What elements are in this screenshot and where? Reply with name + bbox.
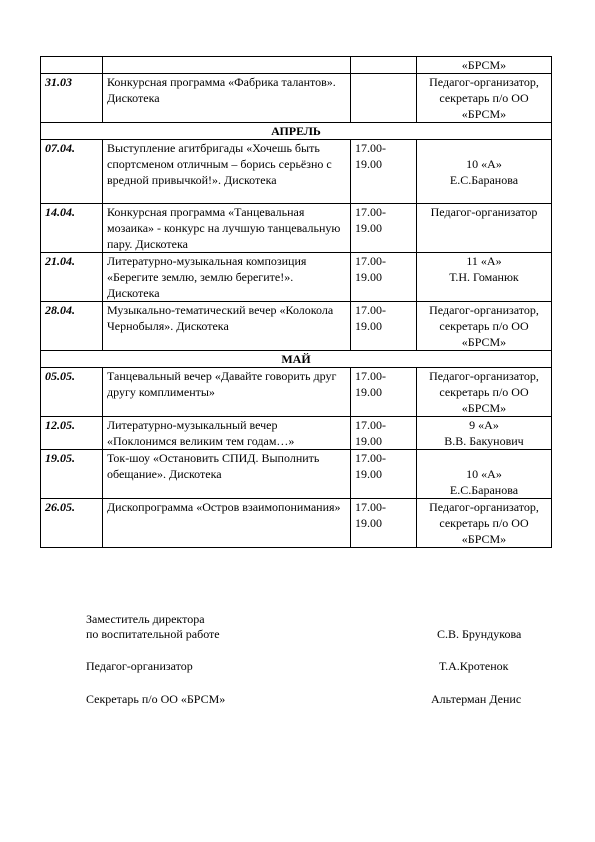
table-row xyxy=(41,253,552,302)
secretary-name: Альтерман Денис xyxy=(431,692,522,706)
date-cell: 05.05. xyxy=(41,368,103,417)
event-cell: Литературно-музыкальный вечер «Поклонимся великим тем годам…» xyxy=(103,417,351,450)
event-cell: Выступление агитбригады «Хочешь быть спортсменом отличным – борись серьёзно с вредной привычкой!». Дискотека xyxy=(103,140,351,204)
table-row xyxy=(41,74,552,123)
time-cell: 17.00- 19.00 xyxy=(351,499,417,548)
time-cell: 17.00- 19.00 xyxy=(351,450,417,499)
date-cell: 19.05. xyxy=(41,450,103,499)
date-cell: 14.04. xyxy=(41,204,103,253)
deputy-name: С.В. Брундукова xyxy=(437,627,522,641)
deputy-title-line2: по воспитательной работе xyxy=(86,627,220,641)
responsible-cell: Педагог-организатор, секретарь п/о ОО «БРСМ» xyxy=(417,74,552,123)
table-row xyxy=(41,57,552,74)
date-cell: 21.04. xyxy=(41,253,103,302)
time-cell xyxy=(351,74,417,123)
responsible-cell: Педагог-организатор, секретарь п/о ОО «БРСМ» xyxy=(417,499,552,548)
time-cell: 17.00- 19.00 xyxy=(351,253,417,302)
event-plan-body xyxy=(41,57,552,548)
event-cell: Литературно-музыкальная композиция «Берегите землю, землю берегите!». Дискотека xyxy=(103,253,351,302)
month-header-row xyxy=(41,351,552,368)
table-row xyxy=(41,368,552,417)
event-cell xyxy=(103,57,351,74)
date-cell: 28.04. xyxy=(41,302,103,351)
event-cell: Конкурсная программа «Фабрика талантов». Дискотека xyxy=(103,74,351,123)
responsible-cell: 9 «А» В.В. Бакунович xyxy=(417,417,552,450)
deputy-title-line1: Заместитель директора xyxy=(86,612,205,626)
event-cell: Танцевальный вечер «Давайте говорить друг другу комплименты» xyxy=(103,368,351,417)
time-cell: 17.00- 19.00 xyxy=(351,368,417,417)
date-cell: 12.05. xyxy=(41,417,103,450)
event-plan-table xyxy=(40,56,552,548)
organizer-name: Т.А.Кротенок xyxy=(439,659,509,673)
time-cell: 17.00- 19.00 xyxy=(351,140,417,204)
responsible-cell: Педагог-организатор, секретарь п/о ОО «БРСМ» xyxy=(417,368,552,417)
event-cell: Ток-шоу «Остановить СПИД. Выполнить обещание». Дискотека xyxy=(103,450,351,499)
responsible-cell: 10 «А» Е.С.Баранова xyxy=(417,140,552,204)
responsible-cell: Педагог-организатор xyxy=(417,204,552,253)
table-row xyxy=(41,302,552,351)
secretary-title: Секретарь п/о ОО «БРСМ» xyxy=(86,692,226,706)
responsible-cell: Педагог-организатор, секретарь п/о ОО «БРСМ» xyxy=(417,302,552,351)
time-cell: 17.00- 19.00 xyxy=(351,417,417,450)
table-row xyxy=(41,499,552,548)
date-cell: 26.05. xyxy=(41,499,103,548)
responsible-cell: 11 «А» Т.Н. Гоманюк xyxy=(417,253,552,302)
date-cell xyxy=(41,57,103,74)
time-cell xyxy=(351,57,417,74)
organizer-title: Педагог-организатор xyxy=(86,659,193,673)
responsible-cell: 10 «А» Е.С.Баранова xyxy=(417,450,552,499)
time-cell: 17.00- 19.00 xyxy=(351,204,417,253)
time-cell: 17.00- 19.00 xyxy=(351,302,417,351)
event-cell: Музыкально-тематический вечер «Колокола Чернобыля». Дискотека xyxy=(103,302,351,351)
month-header-row xyxy=(41,123,552,140)
date-cell: 31.03 xyxy=(41,74,103,123)
date-cell: 07.04. xyxy=(41,140,103,204)
responsible-cell: «БРСМ» xyxy=(417,57,552,74)
month-label: АПРЕЛЬ xyxy=(41,123,552,140)
month-label: МАЙ xyxy=(41,351,552,368)
table-row xyxy=(41,204,552,253)
table-row xyxy=(41,417,552,450)
table-row xyxy=(41,140,552,204)
event-cell: Дископрограмма «Остров взаимопонимания» xyxy=(103,499,351,548)
event-cell: Конкурсная программа «Танцевальная мозаика» - конкурс на лучшую танцевальную пару. Дискотека xyxy=(103,204,351,253)
table-row xyxy=(41,450,552,499)
